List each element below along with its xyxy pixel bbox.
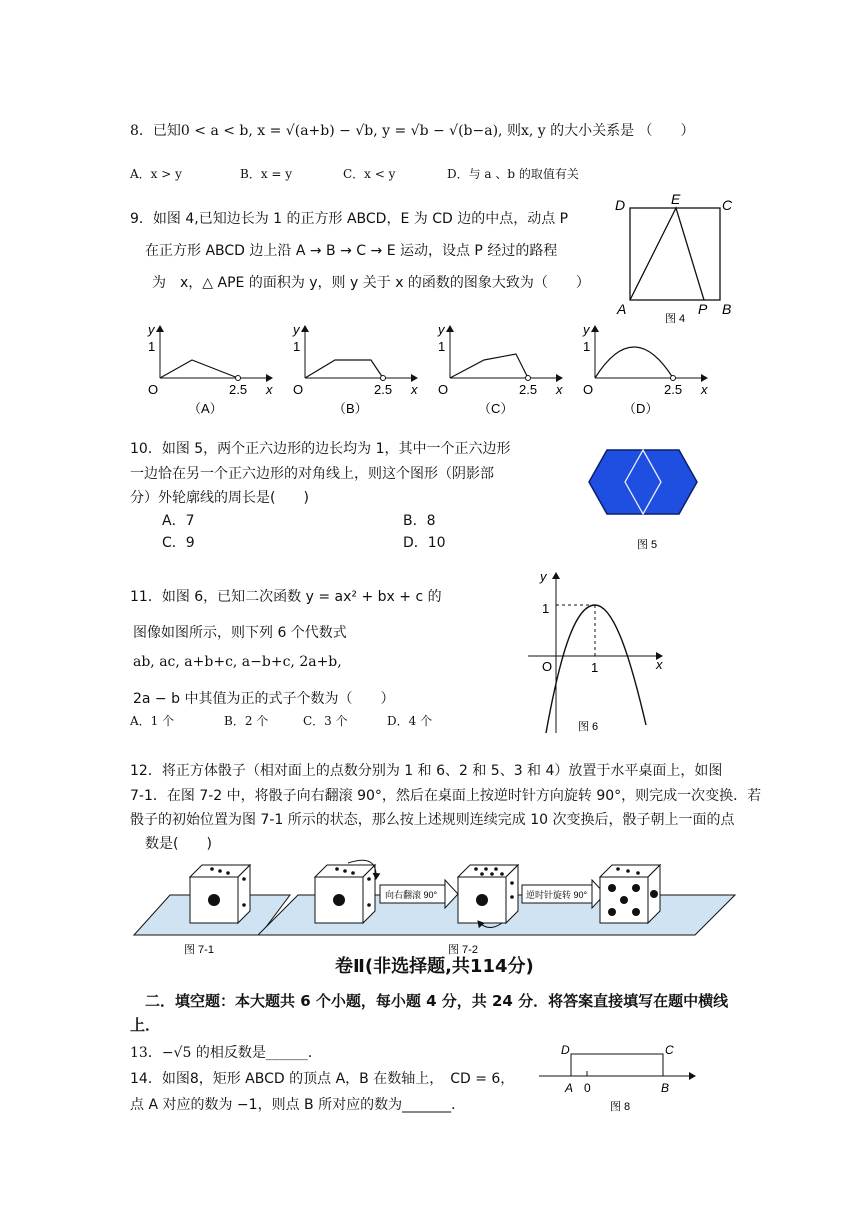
graph-a-y-tick: 1 (148, 339, 156, 354)
q9-line3: 为 x，△ APE 的面积为 y，则 y 关于 x 的函数的图象大致为（ ） (152, 275, 590, 291)
q8-option-c: C．x < y (343, 167, 396, 181)
graph-c (437, 322, 563, 416)
graph-d-x-label: x (701, 382, 708, 397)
fig8-label-a: A (565, 1081, 574, 1095)
graph-a-x-label: x (266, 382, 273, 397)
square-abcd (630, 208, 720, 300)
graph-d-caption: （D） (623, 401, 659, 416)
graph-b-y-tick: 1 (293, 339, 301, 354)
figure-6-origin: O (542, 659, 553, 674)
q10-line2: 一边恰在另一个正六边形的对角线上，则这个图形（阴影部 (130, 466, 494, 482)
graph-b-x-label: x (411, 382, 418, 397)
q11-line3: ab, ac, a+b+c, a−b+c, 2a+b, (133, 654, 342, 670)
graph-c-curve (450, 354, 528, 378)
graph-a-y-label: y (148, 322, 155, 337)
figure-4-caption: 图 4 (665, 313, 686, 325)
q14-line1: 14．如图8，矩形 ABCD 的顶点 A，B 在数轴上， CD = 6， (130, 1071, 515, 1087)
figure-6-x-label: x (656, 657, 663, 672)
q13-text: 13．−√5 的相反数是______． (130, 1045, 322, 1061)
graph-b-x-tick: 2.5 (374, 382, 393, 397)
graph-b-curve (305, 360, 383, 378)
q8-option-a: A．x > y (130, 167, 182, 181)
graph-c-y-tick: 1 (438, 339, 446, 354)
q8-option-b: B．x = y (240, 167, 293, 181)
q11-option-a: A．1 个 (130, 714, 175, 728)
q10-option-b: B．8 (403, 513, 436, 529)
graph-a-caption: （A） (188, 401, 223, 416)
q11-line2: 图像如图所示，则下列 6 个代数式 (133, 625, 347, 641)
graph-c-origin: O (438, 382, 449, 397)
graph-a-curve (160, 360, 238, 378)
label-b: B (722, 301, 732, 317)
q10-option-c: C．9 (162, 535, 195, 551)
q11-line1: 11．如图 6，已知二次函数 y = ax² + bx + c 的 (130, 589, 442, 605)
q12-line3: 骰子的初始位置为图 7-1 所示的状态，那么按上述规则连续完成 10 次变换后，骰子朝上一面的点 (130, 812, 735, 828)
graph-d-curve (595, 347, 673, 378)
graph-d-y-label: y (583, 322, 590, 337)
label-c: C (722, 197, 733, 213)
graph-c-x-tick: 2.5 (519, 382, 538, 397)
figure-6-caption: 图 6 (578, 721, 599, 733)
figure-6-x-tick: 1 (591, 660, 599, 675)
fig8-label-c: C (665, 1043, 674, 1057)
section-2-title: 卷Ⅱ(非选择题,共114分) (335, 956, 534, 977)
q9-line1: 9．如图 4,已知边长为 1 的正方形 ABCD，E 为 CD 边的中点，动点 P (130, 211, 569, 227)
figure-8-caption: 图 8 (610, 1101, 631, 1113)
triangle-ape (630, 208, 704, 300)
graph-d-origin: O (583, 382, 594, 397)
figure-7-2-caption: 图 7-2 (448, 944, 478, 956)
q11-option-b: B．2 个 (224, 714, 269, 728)
q12-line4: 数是( ) (145, 836, 212, 852)
arrow1-label: 向右翻滚 90° (385, 890, 438, 900)
fig8-label-d: D (561, 1043, 570, 1057)
graph-c-x-label: x (556, 382, 563, 397)
q10-option-d: D．10 (403, 535, 446, 551)
q14-line2: 点 A 对应的数为 −1，则点 B 所对应的数为_______． (130, 1097, 466, 1113)
q12-line1: 12．将正方体骰子（相对面上的点数分别为 1 和 6、2 和 5、3 和 4）放置于水平桌面上，如图 (130, 763, 723, 779)
figure-5 (585, 420, 720, 560)
figure-6-y-label: y (540, 569, 547, 584)
figure-4 (608, 190, 738, 325)
graph-b-origin: O (293, 382, 304, 397)
graph-a-x-tick: 2.5 (229, 382, 248, 397)
rectangle-abcd (571, 1054, 663, 1076)
fig8-label-zero: 0 (584, 1081, 591, 1095)
label-a: A (617, 301, 627, 317)
q10-line1: 10．如图 5，两个正六边形的边长均为 1，其中一个正六边形 (130, 441, 511, 457)
graph-d-y-tick: 1 (583, 339, 591, 354)
q11-option-c: C．3 个 (303, 714, 348, 728)
graph-b-caption: （B） (333, 401, 368, 416)
graph-c-y-label: y (438, 322, 445, 337)
arrow2-label: 逆时针旋转 90° (526, 890, 588, 900)
die-7-2-start (315, 860, 376, 923)
q10-line3: 分）外轮廓线的周长是( ) (130, 490, 309, 506)
q8-option-d: D．与 a 、b 的取值有关 (447, 167, 579, 181)
figure-5-caption: 图 5 (637, 539, 658, 551)
label-d: D (615, 197, 626, 213)
label-e: E (671, 191, 681, 207)
q10-option-a: A．7 (162, 513, 195, 529)
graph-c-caption: （C） (478, 401, 514, 416)
die-7-1 (190, 865, 250, 923)
die-7-2-after-roll (458, 865, 518, 928)
graph-d (582, 322, 708, 416)
figure-6 (520, 565, 670, 740)
section-2-heading-line2: 上． (130, 1016, 161, 1034)
q12-line2: 7-1．在图 7-2 中，将骰子向右翻滚 90°，然后在桌面上按逆时针方向旋转 90°，则完成一次变换．若 (130, 788, 762, 804)
q9-line2: 在正方形 ABCD 边上沿 A → B → C → E 运动，设点 P 经过的路程 (145, 243, 558, 259)
graph-b-y-label: y (293, 322, 300, 337)
q11-option-d: D．4 个 (387, 714, 433, 728)
section-2-heading-line1: 二．填空题：本大题共 6 个小题，每小题 4 分，共 24 分．将答案直接填写在题中横线 (145, 992, 729, 1010)
q11-line4: 2a − b 中其值为正的式子个数为（ ） (133, 691, 395, 707)
fig8-label-b: B (661, 1081, 670, 1095)
die-7-2-final (600, 865, 660, 923)
graph-d-x-tick: 2.5 (664, 382, 683, 397)
graph-a-origin: O (148, 382, 159, 397)
graph-b (292, 322, 418, 416)
label-p: P (698, 301, 708, 317)
graph-a (147, 322, 273, 416)
figure-8 (535, 1040, 705, 1115)
figure-7-1-caption: 图 7-1 (184, 944, 214, 956)
q8-stem: 8．已知0 < a < b, x = √(a+b) − √b, y = √b − √(b−a), 则x, y 的大小关系是 （ ） (130, 123, 695, 139)
figure-7 (130, 855, 740, 960)
q9-graphs (140, 318, 720, 418)
figure-6-y-tick: 1 (542, 601, 550, 616)
